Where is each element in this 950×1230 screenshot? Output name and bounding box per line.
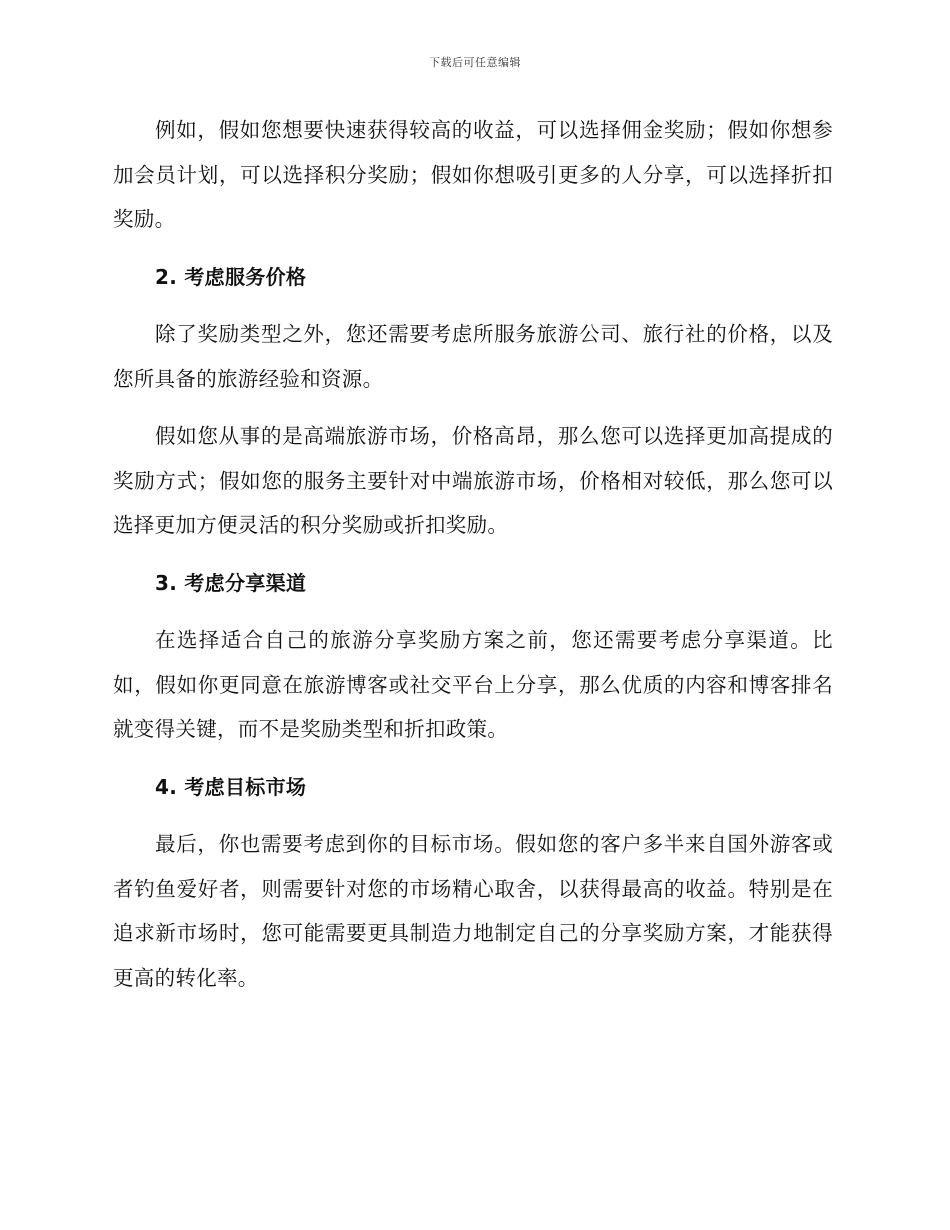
paragraph-reward-examples: 例如，假如您想要快速获得较高的收益，可以选择佣金奖励；假如你想参加会员计划，可以选择积分奖励；假如你想吸引更多的人分享，可以选择折扣奖励。 [113,118,833,231]
page-header: 下载后可任意编辑 [429,56,521,69]
document-body [113,108,833,1000]
heading-share-channel: 3. 考虑分享渠道 [155,570,307,595]
paragraph-price-market: 假如您从事的是高端旅游市场，价格高昂，那么您可以选择更加高提成的奖励方式；假如您的服务主要针对中端旅游市场，价格相对较低，那么您可以选择更加方便灵活的积分奖励或折扣奖励。 [113,424,833,537]
heading-service-price: 2. 考虑服务价格 [155,264,307,289]
paragraph-share-channel: 在选择适合自己的旅游分享奖励方案之前，您还需要考虑分享渠道。比如，假如你更同意在旅游博客或社交平台上分享，那么优质的内容和博客排名就变得关键，而不是奖励类型和折扣政策。 [113,628,833,741]
paragraph-target-market: 最后，你也需要考虑到你的目标市场。假如您的客户多半来自国外游客或者钓鱼爱好者，则需要针对您的市场精心取舍，以获得最高的收益。特别是在追求新市场时，您可能需要更具制造力地制定自己的分享奖励方案，才能获得更高的转化率。 [113,832,833,990]
paragraph-price-intro: 除了奖励类型之外，您还需要考虑所服务旅游公司、旅行社的价格，以及您所具备的旅游经验和资源。 [113,322,833,391]
heading-target-market: 4. 考虑目标市场 [155,774,307,799]
